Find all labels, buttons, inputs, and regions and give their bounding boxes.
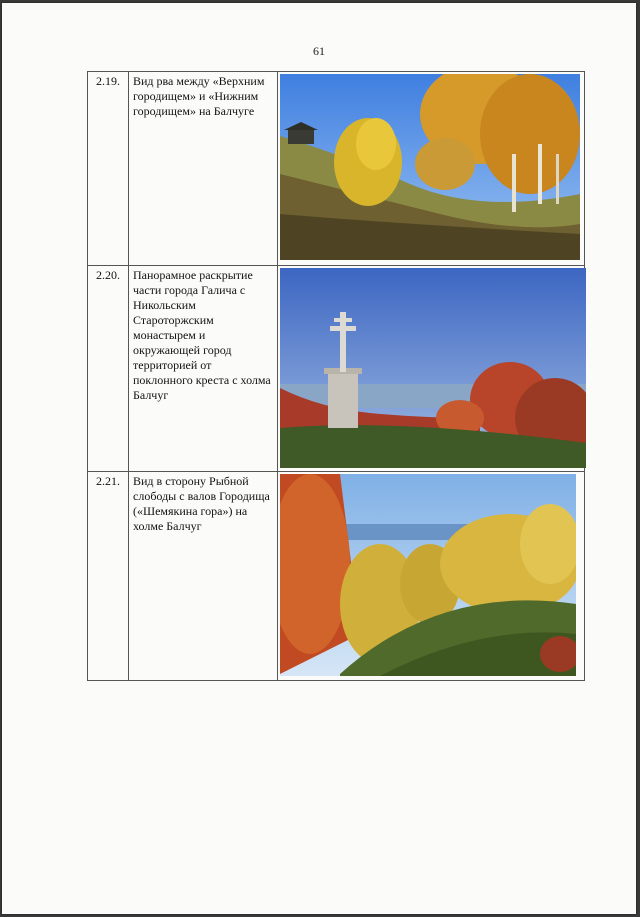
row-description: Вид в сторону Рыбной слободы с валов Городища («Шемякина гора») на холме Балчуг — [129, 472, 278, 681]
photo-autumn-birches-gazebo-icon — [280, 74, 580, 260]
table-row — [88, 472, 585, 681]
row-description: Вид рва между «Верхним городищем» и «Нижним городищем» на Балчуге — [129, 72, 278, 266]
table-row — [88, 72, 585, 266]
row-photo-cell — [278, 472, 585, 681]
row-number: 2.20. — [88, 266, 129, 472]
photo-cross-lake-view-icon — [280, 268, 586, 468]
row-number: 2.21. — [88, 472, 129, 681]
row-photo-cell — [278, 72, 585, 266]
table-row — [88, 266, 585, 472]
row-photo-cell — [278, 266, 585, 472]
row-description: Панорамное раскрытие части города Галича с Никольским Староторжским монастырем и окружающей город территорией от поклонного креста с холма Балчуг — [129, 266, 278, 472]
photo-table — [87, 71, 585, 681]
row-number: 2.19. — [88, 72, 129, 266]
page-number: 61 — [313, 44, 325, 58]
document-page — [2, 3, 636, 914]
photo-ravine-autumn-trees-icon — [280, 474, 576, 676]
